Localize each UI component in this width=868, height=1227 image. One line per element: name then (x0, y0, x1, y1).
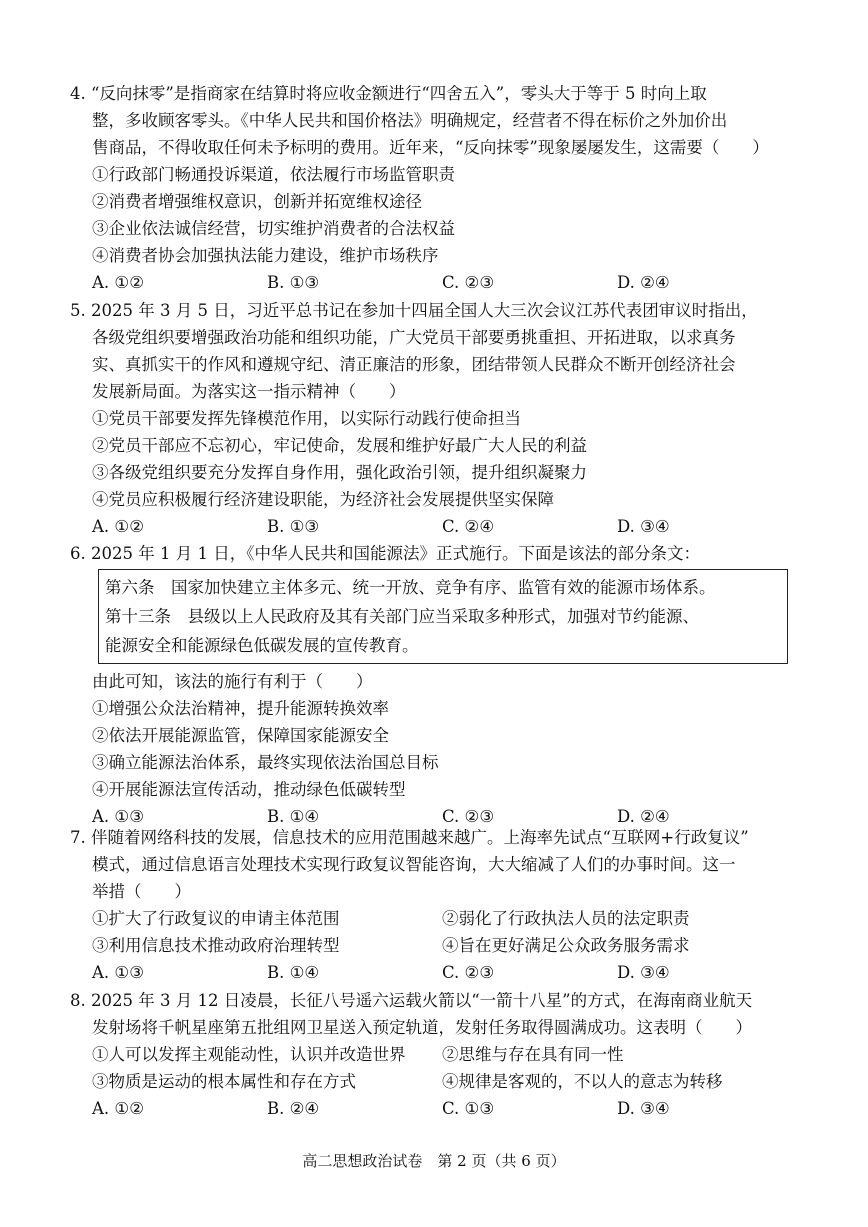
question-4-stem-line: 整，多收顾客零头。《中华人民共和国价格法》明确规定，经营者不得在标价之外加价出 (92, 111, 728, 130)
question-7-item-row (70, 932, 810, 959)
question-5-item: ④党员应积极履行经济建设职能，为经济社会发展提供坚实保障 (92, 490, 554, 509)
question-5-stem-line: 各级党组织要增强政治功能和组织功能，广大党员干部要勇挑重担、开拓进取，以求真务 (92, 328, 736, 347)
option-a: A. ①③ (92, 963, 144, 982)
option-c: C. ②③ (442, 807, 495, 826)
question-5-stem-line: 实、真抓实干的作风和遵规守纪、清正廉洁的形象，团结带领人民群众不断开创经济社会 (92, 355, 736, 374)
question-8-stem-line: 8. 2025 年 3 月 12 日凌晨，长征八号遥六运载火箭以“一箭十八星”的方式，在海南商业航天 (70, 991, 753, 1010)
question-5 (70, 297, 810, 540)
question-7-item-row (70, 905, 810, 932)
question-8-stem-line: 发射场将千帆星座第五批组网卫星送入预定轨道，发射任务取得圆满成功。这表明（ ） (92, 1018, 752, 1037)
question-5-item: ①党员干部要发挥先锋模范作用，以实际行动践行使命担当 (92, 409, 521, 428)
law-excerpt-line: 能源安全和能源绿色低碳发展的宣传教育。 (105, 636, 419, 655)
question-8-item-row (70, 1068, 810, 1095)
question-7-stem-line: 7. 伴随着网络科技的发展，信息技术的应用范围越来越广。上海率先试点“互联网+行政复议” (70, 828, 749, 847)
question-6-item: ③确立能源法治体系，最终实现依法治国总目标 (92, 753, 439, 772)
option-c: C. ②③ (442, 273, 495, 292)
question-5-options (70, 513, 810, 540)
question-7-stem-line: 举措（ ） (92, 882, 191, 901)
question-5-stem-line: 5. 2025 年 3 月 5 日，习近平总书记在参加十四届全国人大三次会议江苏代表团审议时指出， (70, 301, 758, 320)
option-c: C. ②③ (442, 963, 495, 982)
question-7-item: ①扩大了行政复议的申请主体范围 (92, 909, 340, 928)
question-4-stem-line: 4. “反向抹零”是指商家在结算时将应收金额进行“四舍五入”，零头大于等于 5 时向上取 (70, 84, 707, 103)
question-7-options (70, 959, 810, 986)
question-7-item: ②弱化了行政执法人员的法定职责 (442, 909, 690, 928)
option-d: D. ③④ (617, 517, 670, 536)
option-b: B. ①④ (267, 963, 320, 982)
option-d: D. ②④ (617, 273, 670, 292)
question-8-item-row (70, 1041, 810, 1068)
question-5-item: ②党员干部应不忘初心，牢记使命，发展和维护好最广大人民的利益 (92, 436, 587, 455)
option-c: C. ①③ (442, 1099, 495, 1118)
question-8-item: ④规律是客观的，不以人的意志为转移 (442, 1072, 723, 1091)
question-5-item: ③各级党组织要充分发挥自身作用，强化政治引领，提升组织凝聚力 (92, 463, 587, 482)
option-a: A. ①② (92, 273, 144, 292)
question-4-options (70, 269, 810, 296)
question-7-item: ④旨在更好满足公众政务服务需求 (442, 936, 690, 955)
question-7 (70, 824, 810, 986)
option-d: D. ③④ (617, 1099, 670, 1118)
option-b: B. ①③ (267, 273, 320, 292)
question-5-stem-line: 发展新局面。为落实这一指示精神（ ） (92, 382, 406, 401)
law-excerpt-box (98, 569, 788, 664)
question-8-item: ①人可以发挥主观能动性，认识并改造世界 (92, 1045, 406, 1064)
question-4-item: ③企业依法诚信经营，切实维护消费者的合法权益 (92, 219, 455, 238)
question-7-item: ③利用信息技术推动政府治理转型 (92, 936, 340, 955)
option-d: D. ③④ (617, 963, 670, 982)
option-a: A. ①② (92, 1099, 144, 1118)
question-8-item: ②思维与存在具有同一性 (442, 1045, 624, 1064)
law-excerpt-line: 第六条 国家加快建立主体多元、统一开放、竞争有序、监管有效的能源市场体系。 (105, 578, 716, 597)
question-7-stem-line: 模式，通过信息语言处理技术实现行政复议智能咨询，大大缩减了人们的办事时间。这一 (92, 855, 736, 874)
question-6-item: ①增强公众法治精神，提升能源转换效率 (92, 699, 389, 718)
question-6-stem-line: 由此可知，该法的施行有利于（ ） (92, 672, 373, 691)
option-c: C. ②④ (442, 517, 495, 536)
option-b: B. ①③ (267, 517, 320, 536)
question-4-stem-line: 售商品，不得收取任何未予标明的费用。近年来，“反向抹零”现象屡屡发生，这需要（ ） (92, 138, 769, 157)
question-4-item: ①行政部门畅通投诉渠道，依法履行市场监管职责 (92, 165, 455, 184)
question-8-options (70, 1095, 810, 1122)
question-8 (70, 987, 810, 1122)
option-d: D. ②④ (617, 807, 670, 826)
page-footer: 高二思想政治试卷 第 2 页（共 6 页） (302, 1152, 566, 1170)
law-excerpt-line: 第十三条 县级以上人民政府及其有关部门应当采取多种形式，加强对节约能源、 (105, 607, 699, 626)
option-a: A. ①② (92, 517, 144, 536)
question-6-stem-line: 6. 2025 年 1 月 1 日，《中华人民共和国能源法》正式施行。下面是该法的部分条文： (70, 544, 700, 563)
question-6-item: ④开展能源法宣传活动，推动绿色低碳转型 (92, 780, 406, 799)
question-8-item: ③物质是运动的根本属性和存在方式 (92, 1072, 356, 1091)
option-b: B. ②④ (267, 1099, 320, 1118)
question-4 (70, 80, 810, 296)
question-4-item: ④消费者协会加强执法能力建设，维护市场秩序 (92, 246, 439, 265)
option-b: B. ①④ (267, 807, 320, 826)
question-6 (70, 540, 810, 830)
question-4-item: ②消费者增强维权意识，创新并拓宽维权途径 (92, 192, 422, 211)
question-6-item: ②依法开展能源监管，保障国家能源安全 (92, 726, 389, 745)
option-a: A. ①③ (92, 807, 144, 826)
